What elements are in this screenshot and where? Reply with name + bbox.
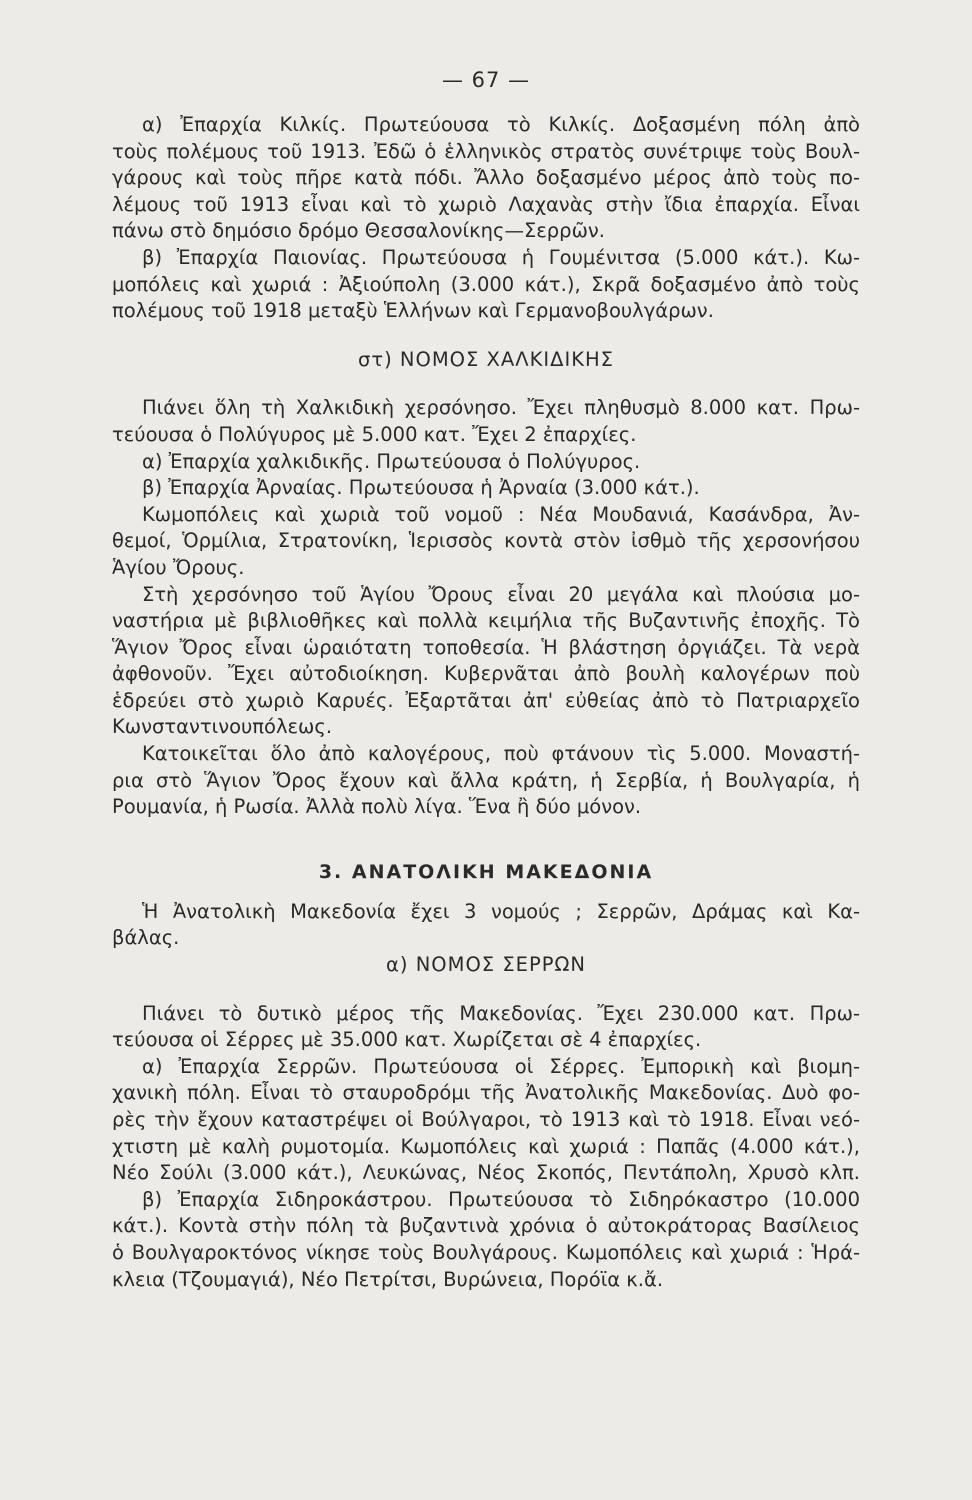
text-line: Κωμοπόλεις καὶ χωριὰ τοῦ νομοῦ : Νέα Μουδανιά, Κασάνδρα, Ἀν- [142, 502, 860, 526]
text-line: Κωνσταντινουπόλεως. [112, 715, 333, 739]
text-line: Ἅγιον Ὄρος εἶναι ὡραιότατη τοποθεσία. Ἡ βλάστηση ὀργιάζει. Τὰ νερὰ [112, 635, 860, 659]
text-line: κλεια (Τζουμαγιά), Νέο Πετρίτσι, Βυρώνεια, Πορόϊα κ.ἄ. [112, 1267, 664, 1291]
text-line: χανικὴ πόλη. Εἶναι τὸ σταυροδρόμι τῆς Ἀνατολικῆς Μακεδονίας. Δυὸ φο- [112, 1081, 860, 1105]
text-line: λέμους τοῦ 1913 εἶναι καὶ τὸ χωριὸ Λαχανὰς στὴν ἴδια ἐπαρχία. Εἶναι [112, 192, 860, 216]
text-line: β) Ἐπαρχία Ἀρναίας. Πρωτεύουσα ἡ Ἀρναία (3.000 κάτ.). [142, 476, 700, 500]
text-line: Κατοικεῖται ὅλο ἀπὸ καλογέρους, ποὺ φτάνουν τὶς 5.000. Μοναστή- [142, 742, 860, 766]
text-line: ἑδρεύει στὸ χωριὸ Καρυές. Ἐξαρτᾶται ἀπ' εὐθείας ἀπὸ τὸ Πατριαρχεῖο [112, 688, 860, 712]
heading-nomos-serron: α) ΝΟΜΟΣ ΣΕΡΡΩΝ [386, 953, 586, 977]
text-line: ὁ Βουλγαροκτόνος νίκησε τοὺς Βουλγάρους. Κωμοπόλεις καὶ χωριά : Ἡρά- [112, 1240, 860, 1264]
text-line: τοὺς πολέμους τοῦ 1913. Ἐδῶ ὁ ἑλληνικὸς στρατὸς συνέτριψε τοὺς Βουλ- [112, 139, 860, 163]
text-line: πάνω στὸ δημόσιο δρόμο Θεσσαλονίκης—Σερρῶν. [112, 219, 605, 243]
text-line: τεύουσα ὁ Πολύγυρος μὲ 5.000 κατ. Ἔχει 2 ἐπαρχίες. [112, 422, 637, 446]
text-line: γάρους καὶ τοὺς πῆρε κατὰ πόδι. Ἄλλο δοξασμένο μέρος ἀπὸ τοὺς πο- [112, 166, 860, 190]
text-block-kilkis [112, 112, 860, 1293]
text-line: κάτ.). Κοντὰ στὴν πόλη τὰ βυζαντινὰ χρόνια ὁ αὐτοκράτορας Βασίλειος [112, 1214, 860, 1238]
text-line: ναστήρια μὲ βιβλιοθῆκες καὶ πολλὰ κειμήλια τῆς Βυζαντινῆς ἐποχῆς. Τὸ [112, 609, 860, 633]
heading-nomos-chalkidikis: στ) ΝΟΜΟΣ ΧΑΛΚΙΔΙΚΗΣ [358, 347, 614, 371]
text-line: Στὴ χερσόνησο τοῦ Ἁγίου Ὄρους εἶναι 20 μεγάλα καὶ πλούσια μο- [142, 582, 860, 606]
text-line: Νέο Σούλι (3.000 κάτ.), Λευκώνας, Νέος Σκοπός, Πεντάπολη, Χρυσὸ κλπ. [112, 1161, 860, 1185]
text-line: χτιστη μὲ καλὴ ρυμοτομία. Κωμοπόλεις καὶ χωριά : Παπᾶς (4.000 κάτ.), [112, 1134, 860, 1158]
text-line: α) Ἐπαρχία Κιλκίς. Πρωτεύουσα τὸ Κιλκίς. Δοξασμένη πόλη ἀπὸ [142, 113, 860, 136]
text-line: ρὲς τὴν ἔχουν καταστρέψει οἱ Βούλγαροι, τὸ 1913 καὶ τὸ 1918. Εἶναι νεό- [112, 1108, 860, 1131]
text-line: β) Ἐπαρχία Παιονίας. Πρωτεύουσα ἡ Γουμένιτσα (5.000 κάτ.). Κω- [142, 245, 860, 269]
text-line: πολέμους τοῦ 1918 μεταξὺ Ἑλλήνων καὶ Γερμανοβουλγάρων. [112, 299, 714, 323]
text-line: ἀφθονοῦν. Ἔχει αὐτοδιοίκηση. Κυβερνᾶται ἀπὸ βουλὴ καλογέρων ποὺ [112, 662, 860, 686]
text-line: α) Ἐπαρχία χαλκιδικῆς. Πρωτεύουσα ὁ Πολύγυρος. [142, 449, 641, 473]
text-line: Πιάνει τὸ δυτικὸ μέρος τῆς Μακεδονίας. Ἔχει 230.000 κατ. Πρω- [142, 1001, 860, 1025]
text-line: θεμοί, Ὁρμίλια, Στρατονίκη, Ἱερισσὸς κοντὰ στὸν ἰσθμὸ τῆς χερσονήσου [112, 529, 860, 553]
text-line: Ἁγίου Ὄρους. [112, 555, 245, 579]
text-line: Πιάνει ὅλη τὴ Χαλκιδικὴ χερσόνησο. Ἔχει πληθυσμὸ 8.000 κατ. Πρω- [142, 396, 860, 420]
text-line: τεύουσα οἱ Σέρρες μὲ 35.000 κατ. Χωρίζεται σὲ 4 ἐπαρχίες. [112, 1028, 702, 1052]
text-line: Ρουμανία, ἡ Ρωσία. Ἀλλὰ πολὺ λίγα. Ἕνα ἢ δύο μόνον. [112, 795, 642, 819]
text-line: α) Ἐπαρχία Σερρῶν. Πρωτεύουσα οἱ Σέρρες. Ἐμπορικὴ καὶ βιομη- [142, 1054, 860, 1078]
page-number: — 67 — [441, 68, 531, 92]
text-line: μοπόλεις καὶ χωριά : Ἀξιούπολη (3.000 κάτ.), Σκρᾶ δοξασμένο ἀπὸ τοὺς [112, 272, 860, 296]
text-line: ρια στὸ Ἅγιον Ὄρος ἔχουν καὶ ἄλλα κράτη, ἡ Σερβία, ἡ Βουλγαρία, ἡ [112, 768, 860, 792]
section-heading: 3. ΑΝΑΤΟΛΙΚΗ ΜΑΚΕΔΟΝΙΑ [318, 860, 654, 883]
text-line: βάλας. [112, 926, 180, 950]
text-line: β) Ἐπαρχία Σιδηροκάστρου. Πρωτεύουσα τὸ Σιδηρόκαστρο (10.000 [142, 1187, 860, 1211]
text-line: Ἡ Ἀνατολικὴ Μακεδονία ἔχει 3 νομούς ; Σερρῶν, Δράμας καὶ Κα- [142, 899, 860, 923]
